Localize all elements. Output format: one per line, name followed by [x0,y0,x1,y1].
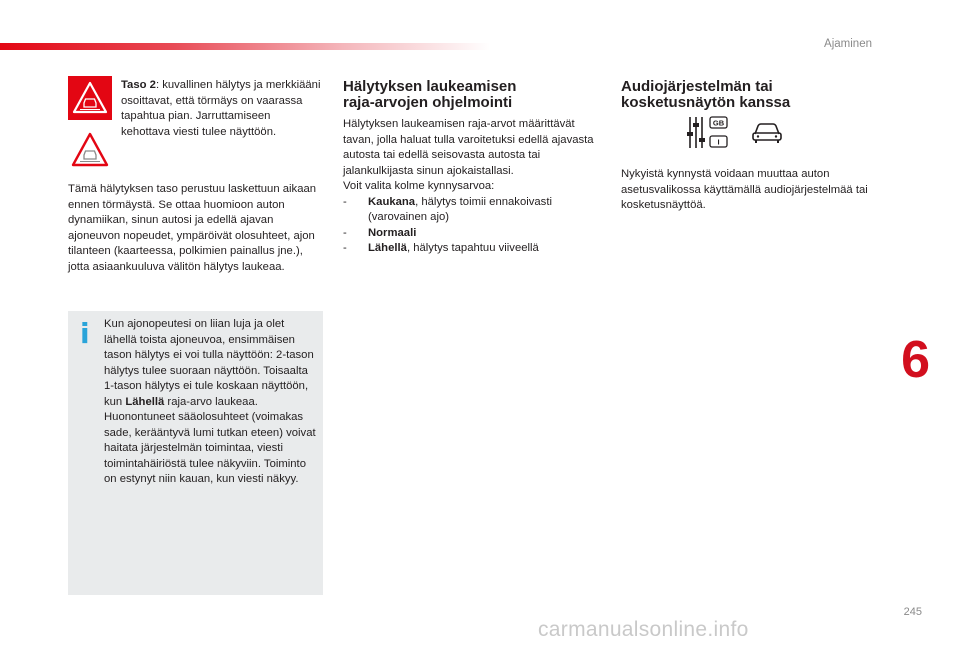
chapter-number: 6 [901,331,930,389]
watermark: carmanualsonline.info [538,618,749,641]
info-icon: i [80,317,90,350]
threshold-programming-heading [343,79,593,111]
level2-description [121,78,321,140]
heading-line1: Hälytyksen laukeamisen [343,78,517,95]
collision-alert-outline-icon [68,128,112,172]
settings-icon-label-bottom: I [717,137,720,147]
car-icon [751,122,783,149]
threshold-paragraph: Hälytyksen laukeamisen raja-arvot määrittävät tavan, jolla haluat tulla varoitetuksi edellä ajavasta autosta tai edellä seisovasta autosta tai jalankulkijasta sinun ajokaistallasi. [343,118,594,177]
heading-line1: Audiojärjestelmän tai [621,78,773,95]
info-text-part1: Kun ajonopeutesi on liian luja ja olet lähellä toista ajoneuvoa, ensimmäisen tason hälytys ei voi tulla näyttöön: 2-tason hälytys tulee suoraan näyttöön. Toisaalta 1-tason hälytys ei tule koskaan näyttöön, kun [104,318,314,408]
info-text-part3: Huonontuneet sääolosuhteet (voimakas sade, kerääntyvä lumi tutkan eteen) voivat haitata järjestelmän toimintaa, viesti toimintahäiriöstä tulee näkyviin. Toiminto on estynyt niin kauan, kun viesti näkyy. [104,411,316,485]
alert-level-paragraph: Tämä hälytyksen taso perustuu laskettuun aikaan ennen törmäystä. Se ottaa huomioon auton dynamiikan, sinun autosi ja edellä ajavan ajoneuvon nopeudet, ympäröivät olosuhteet, ajon tilanteen (kaarteessa, polkimien painallus jne.), jotta asiaankuuluva välitön hälytys laukeaa. [68,183,317,273]
section-title: Ajaminen [824,38,872,50]
settings-sliders-icon [686,114,730,157]
list-dash: - [343,195,347,208]
list-dash: - [343,226,347,239]
option-desc: , hälytys toimii ennakoivasti (varovainen ajo) [368,195,552,223]
heading-line2: kosketusnäytön kanssa [621,94,791,111]
audio-touchscreen-body: Nykyistä kynnystä voidaan muuttaa auton asetusvalikossa käyttämällä audiojärjestelmää tai kosketusnäyttöä. [621,168,868,211]
audio-touchscreen-heading [621,79,871,111]
list-dash: - [343,242,347,254]
settings-icon-label-top: GB [712,118,725,128]
heading-line2: raja-arvojen ohjelmointi [343,94,513,111]
option-name: Kaukana [368,195,416,208]
info-text-bold: Lähellä [125,395,165,408]
threshold-options-list [343,195,598,257]
info-text [104,317,318,488]
level2-label: Taso 2 [121,79,156,91]
option-desc: , hälytys tapahtuu viiveellä [406,242,539,254]
info-box [68,311,323,595]
threshold-list-intro: Voit valita kolme kynnysarvoa: [343,180,495,192]
info-text-part2: raja-arvo laukeaa. [164,395,258,408]
list-item [343,195,598,226]
list-item [343,226,598,242]
list-item [343,241,598,257]
collision-alert-red-icon [68,76,112,120]
level2-text: : kuvallinen hälytys ja merkkiääni osoittavat, että törmäys on vaarassa tapahtua pian. Jarruttamiseen kehottava viesti tulee näyttöön. [121,79,321,138]
header-accent-bar [0,43,490,50]
option-name: Lähellä [368,242,407,254]
option-name: Normaali [368,226,417,239]
threshold-programming-body [343,117,598,257]
page-number: 245 [903,606,922,618]
